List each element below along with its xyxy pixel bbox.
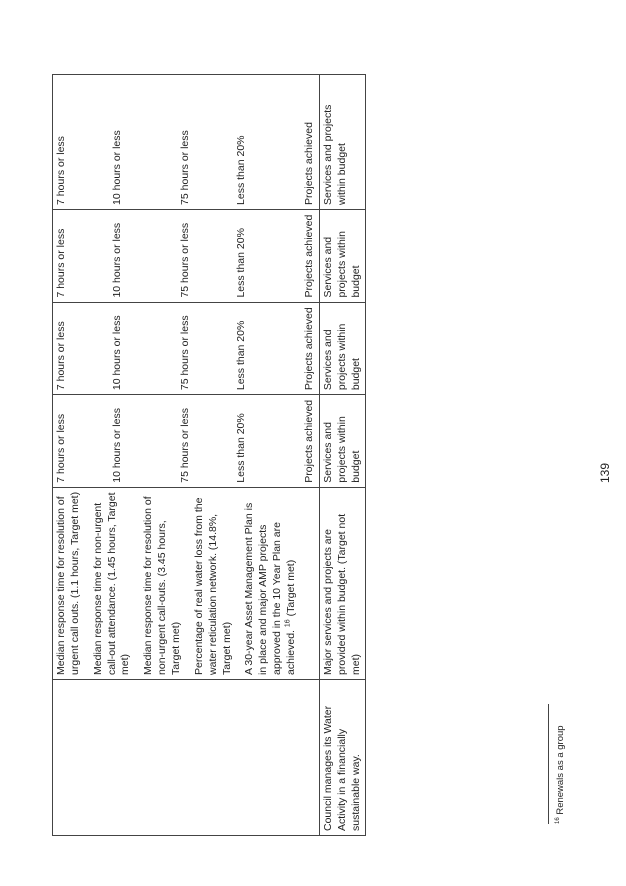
measures-cell: [53, 487, 320, 679]
target-value: 10 hours or less: [111, 315, 123, 391]
target-value: Projects achieved: [303, 399, 315, 483]
target-value: 7 hours or less: [55, 228, 67, 298]
target-cell: Services and projects within budget: [319, 302, 366, 395]
performance-table: [52, 74, 366, 836]
target-value: 7 hours or less: [55, 413, 67, 483]
target-value: 7 hours or less: [55, 321, 67, 391]
target-value: Less than 20%: [235, 320, 247, 391]
target-value: 75 hours or less: [179, 315, 191, 391]
target-cell: Services and projects within budget: [319, 75, 366, 210]
target-value: Projects achieved: [303, 307, 315, 391]
table-row: [319, 75, 366, 836]
footnote-divider: [548, 704, 550, 824]
target-value: 10 hours or less: [111, 130, 123, 205]
measures-cell: Major services and projects are provided within budget. (Target not met): [319, 487, 366, 679]
footnote-text: Renewals as a group: [555, 725, 566, 815]
footnote: [555, 725, 566, 824]
target-value: 10 hours or less: [111, 408, 123, 483]
target-cell: [53, 209, 320, 302]
target-cell: [53, 302, 320, 395]
target-cell: [53, 75, 320, 210]
target-value: 75 hours or less: [179, 130, 191, 205]
target-value: 7 hours or less: [55, 136, 67, 205]
target-value: 10 hours or less: [111, 222, 123, 298]
target-cell: Services and projects within budget: [319, 209, 366, 302]
target-value: Less than 20%: [235, 135, 247, 205]
target-cell: Services and projects within budget: [319, 395, 366, 488]
measure-text: Median response time for resolution of non-urgent call-outs. (3.45 hours, Target met): [142, 496, 183, 675]
measure-text-part: (Target met): [285, 559, 298, 617]
target-value: Projects achieved: [303, 214, 315, 298]
measure-text: Percentage of real water loss from the water reticulation network. (14.8%, Target met): [192, 497, 233, 675]
page-number: 139: [598, 462, 612, 483]
table-row: [53, 75, 320, 836]
measure-text: Median response time for non-urgent call-out attendance. (1.45 hours, Target met): [91, 492, 132, 675]
measure-text: [243, 492, 298, 675]
target-cell: [53, 395, 320, 488]
target-value: 75 hours or less: [179, 408, 191, 483]
outcome-cell: Council manages its Water Activity in a financially sustainable way.: [319, 679, 366, 835]
target-value: Less than 20%: [235, 413, 247, 483]
footnote-ref: 16: [284, 619, 292, 628]
measure-text: Median response time for resolution of urgent call outs. (1.1 hours, Target met): [55, 491, 81, 675]
target-value: Projects achieved: [303, 122, 315, 205]
footnote-marker: 16: [554, 817, 561, 824]
target-value: Less than 20%: [235, 228, 247, 298]
measure-text-part: A 30-year Asset Management Plan is in place and major AMP projects approved in the 10 Year Plan are achieved.: [243, 502, 298, 675]
outcome-cell: [53, 679, 320, 835]
target-value: 75 hours or less: [179, 222, 191, 298]
